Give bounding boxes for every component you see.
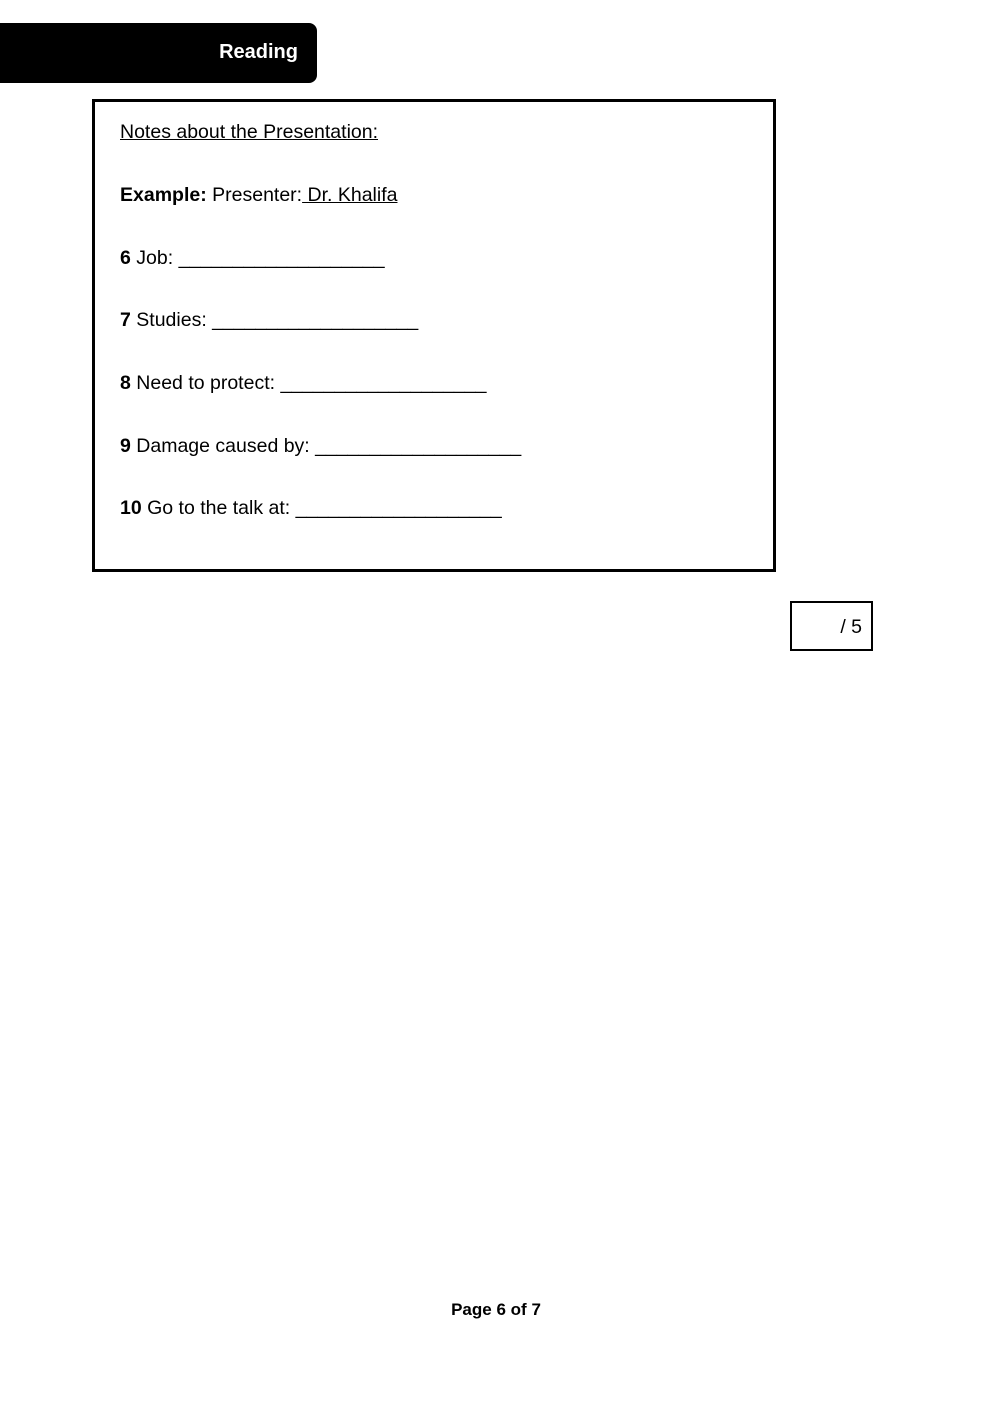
question-label: Go to the talk at: <box>147 497 291 519</box>
page-word: Page <box>451 1300 492 1319</box>
notes-title: Notes about the Presentation: <box>120 121 379 143</box>
current-page-number: 6 <box>496 1300 506 1319</box>
answer-blank[interactable]: ___________________ <box>295 497 502 519</box>
question-label: Job: <box>136 247 174 269</box>
section-tab <box>0 23 317 83</box>
question-row-7 <box>120 308 418 332</box>
example-row <box>120 183 397 207</box>
question-label: Studies: <box>136 309 207 331</box>
question-number: 10 <box>120 497 142 519</box>
answer-blank[interactable]: ___________________ <box>315 435 522 457</box>
question-label: Need to protect: <box>136 372 276 394</box>
answer-blank[interactable]: ___________________ <box>212 309 419 331</box>
question-row-9 <box>120 434 521 458</box>
score-box[interactable] <box>790 601 873 651</box>
question-row-8 <box>120 371 487 395</box>
example-label: Example: <box>120 184 207 206</box>
answer-blank[interactable]: ___________________ <box>178 247 385 269</box>
question-row-6 <box>120 246 385 270</box>
question-number: 8 <box>120 372 131 394</box>
example-field: Presenter: <box>212 184 303 206</box>
notes-box <box>92 99 776 572</box>
of-word: of <box>510 1300 527 1319</box>
question-label: Damage caused by: <box>136 435 310 457</box>
example-answer: Dr. Khalifa <box>302 184 398 206</box>
total-pages-number: 7 <box>531 1300 541 1319</box>
section-title: Reading <box>219 41 298 63</box>
page-footer <box>0 1299 992 1321</box>
question-number: 7 <box>120 309 131 331</box>
answer-blank[interactable]: ___________________ <box>280 372 487 394</box>
question-row-10 <box>120 496 502 520</box>
question-number: 9 <box>120 435 131 457</box>
question-number: 6 <box>120 247 131 269</box>
score-total: / 5 <box>840 616 862 638</box>
